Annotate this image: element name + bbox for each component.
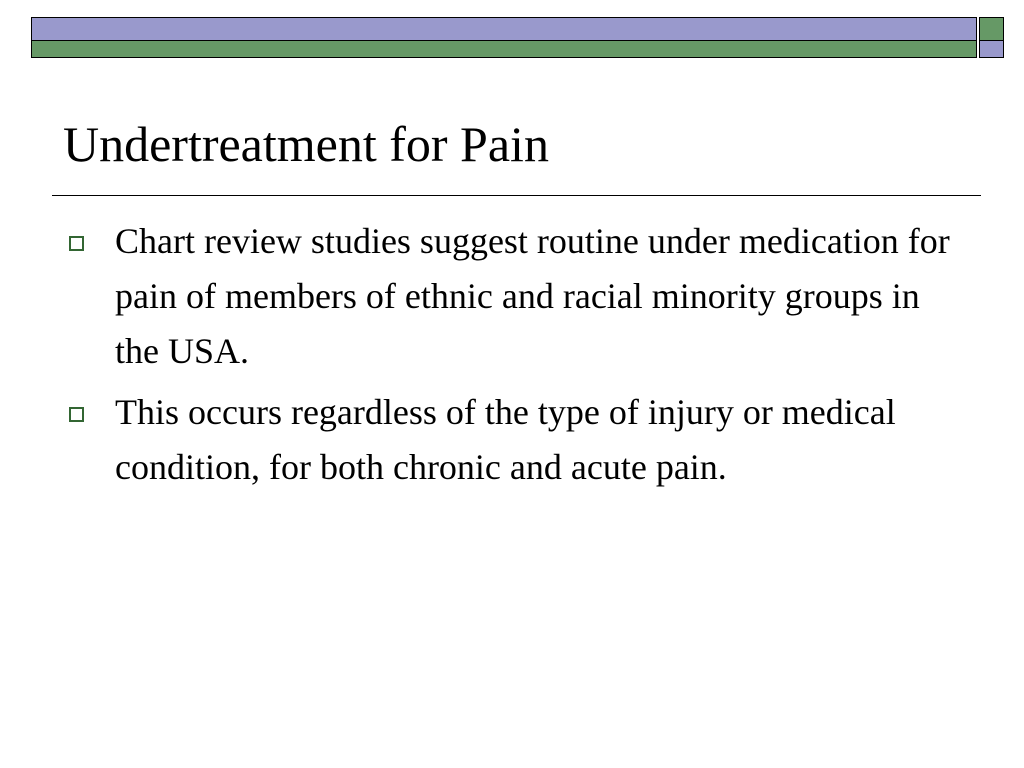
hollow-square-icon bbox=[69, 236, 84, 251]
bullet-item bbox=[63, 214, 963, 379]
header-square-green bbox=[979, 17, 1004, 41]
title-underline bbox=[52, 195, 981, 196]
slide-title: Undertreatment for Pain bbox=[63, 116, 549, 172]
header-band-green bbox=[31, 41, 977, 58]
header-band-purple bbox=[31, 17, 977, 41]
hollow-square-icon bbox=[69, 407, 84, 422]
bullet-text: Chart review studies suggest routine under medication for pain of members of ethnic and racial minority groups in the USA. bbox=[115, 221, 950, 371]
header-square-purple bbox=[979, 41, 1004, 58]
bullet-list bbox=[63, 214, 963, 501]
bullet-item bbox=[63, 385, 963, 495]
bullet-text: This occurs regardless of the type of injury or medical condition, for both chronic and acute pain. bbox=[115, 392, 896, 487]
